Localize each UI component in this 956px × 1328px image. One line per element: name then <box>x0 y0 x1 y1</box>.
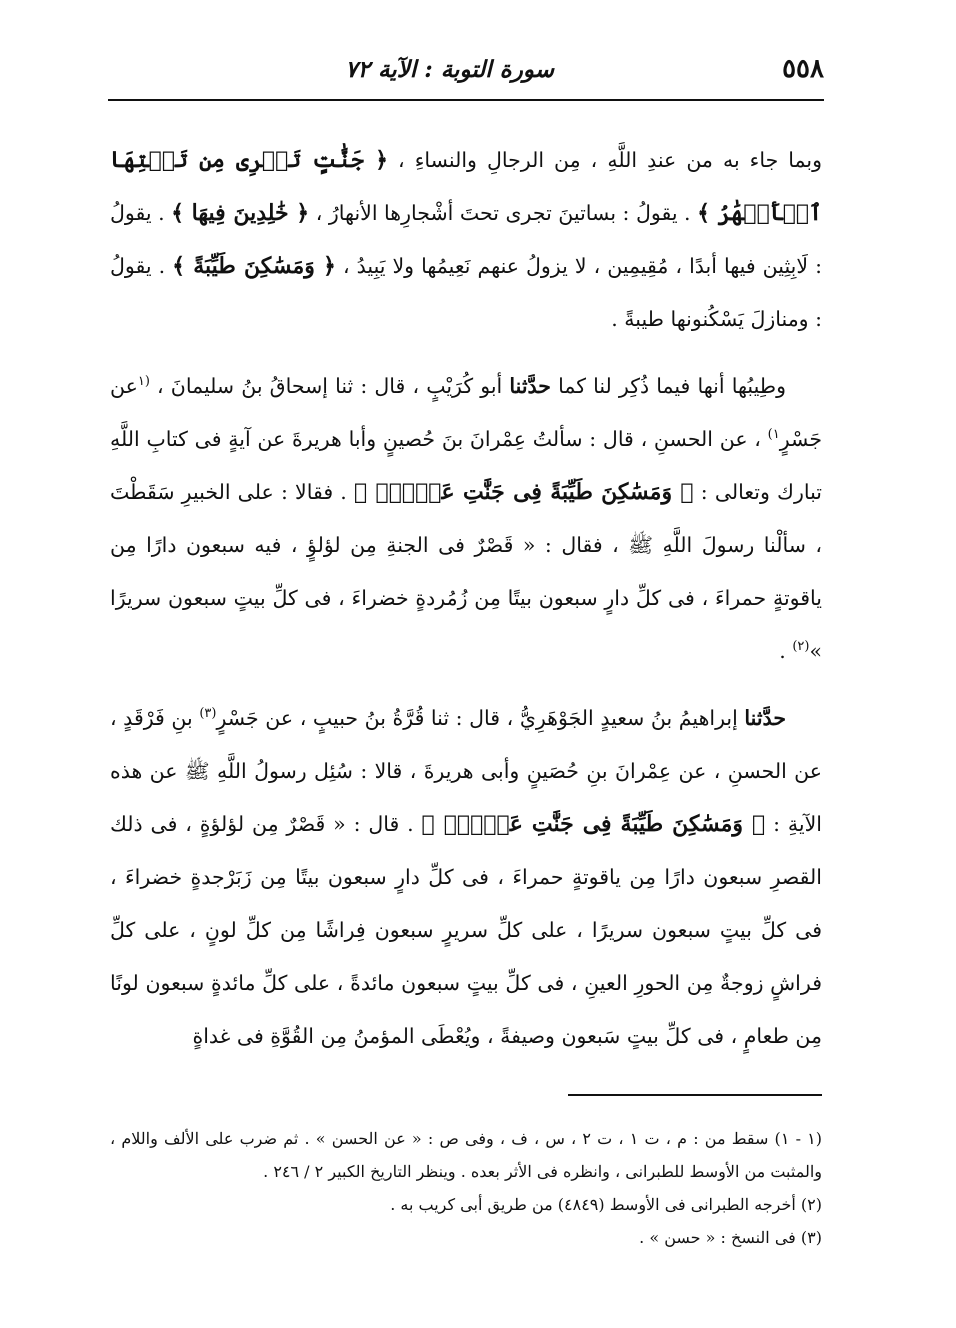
footnote-2: (٢) أخرجه الطبرانى فى الأوسط (٤٨٤٩) من طريق أبى كريب به . <box>390 1195 822 1214</box>
hadith-keyword: حدَّثنا <box>509 374 551 398</box>
footnote-rule <box>568 1094 822 1096</box>
quran-verse: ﴿ جَنَّٰتٍ تَجۡرِى مِن تَحۡتِهَا ٱلۡأَنۡهَٰرُ ﴾ <box>110 147 823 226</box>
text-run: . فقالا : على الخبيرِ سَقَطْتَ ، سألْنا رسولَ اللَّهِ ﷺ ، فقال : « قَصْرٌ فى الجنةِ مِن لؤلؤٍ ، فيه سبعون دارًا مِن ياقوتةٍ حمراءَ ، فى كلِّ دارٍ سبعون بيتًا مِن زُمُردةٍ خضراءَ ، فى كلِّ بيتٍ سبعون سريرًا » <box>110 480 822 663</box>
text-run: أبو كُرَيْبٍ ، قال : ثنا إسحاقُ بنُ سليمانَ ، <box>149 374 510 398</box>
text-run: ، عن الحسنِ ، قال : سألتُ عِمْرانَ بنَ حُصينٍ وأبا هريرةَ عن آيةٍ فى كتابِ اللَّهِ تبارك وتعالى : <box>110 427 822 504</box>
header-rule <box>108 99 824 101</box>
page-header <box>108 52 824 92</box>
quran-verse: ﴿ خَٰلِدِينَ فِيهَا ﴾ <box>171 200 310 226</box>
text-run: . يقولُ : بساتينَ تجرى تحتَ أشْجارِها الأنهارُ ، <box>309 201 698 225</box>
paragraph <box>110 360 822 678</box>
running-title: سورة التوبة : الآية ٧٢ <box>345 56 554 83</box>
text-run: . يقولُ : ومنازلَ يَسْكُنونها طيبةً . <box>110 254 822 331</box>
text-run: وبما جاء به من عندِ اللَّهِ ، مِن الرجالِ والنساءِ ، <box>388 148 822 172</box>
hadith-keyword: حدَّثنا <box>744 706 786 730</box>
footnote-3: (٣) فى النسخ : « حسن » . <box>639 1228 822 1247</box>
text-run: . <box>779 639 793 663</box>
text-run: . يقولُ : لَابِثِين فيها أبدًا ، مُقِيمِين ، لا يزولُ عنهم نَعِيمُها ولا يَبِيدُ ، <box>110 201 822 278</box>
page-number: ٥٥٨ <box>782 54 824 84</box>
footnote-ref: (١ <box>137 374 150 390</box>
text-run: . قال : « قَصْرٌ مِن لؤلؤةٍ ، فى ذلك القصرِ سبعون دارًا مِن ياقوتةٍ حمراءَ ، فى كلِّ دارٍ سبعون بيتًا مِن زَبَرْجدةٍ خضراءَ ، فى كلِّ بيتٍ سبعون سريرًا ، على كلِّ سريرٍ سبعون فِراشًا مِن كلِّ لونٍ ، على كلِّ فراشٍ زوجةٌ مِن الحورِ العينِ ، فى كلِّ بيتٍ سبعون مائدةً ، على كلِّ مائدةٍ سبعون لونًا مِن طعامٍ ، فى كلِّ بيتٍ سَبعون وصيفةً ، ويُعْطَى المؤمنُ مِن القُوَّةِ فى غداةٍ <box>110 812 822 1048</box>
paragraph <box>110 134 822 346</box>
footnote-ref: ١) <box>767 427 780 443</box>
quran-verse: ﴿ وَمَسَٰكِنَ طَيِّبَةً فِى جَنَّٰتِ عَدۡنٍۚ ﴾ <box>421 811 766 837</box>
footnote-ref: (٣) <box>199 706 217 722</box>
footnote-1: (١ - ١) سقط من : م ، ت ١ ، ت ٢ ، س ، ف ، وفى ص : « عن الحسن » . ثم ضرب على الألف واللام ، والمثبت من الأوسط للطبرانى ، وانظره فى الأثر بعده . وينظر التاريخ الكبير ٢ / ٢٤٦ . <box>110 1129 823 1181</box>
paragraph <box>110 692 822 1063</box>
text-run: وطِيبُها أنها فيما ذُكِر لنا كما <box>550 374 787 398</box>
text-run: إبراهيمُ بنُ سعيدٍ الجَوْهَرِيُّ ، قال : ثنا قُرَّةُ بنُ حبيبٍ ، عن جَسْرٍ <box>216 706 745 730</box>
main-text <box>110 134 822 1077</box>
quran-verse: ﴿ وَمَسَٰكِنَ طَيِّبَةً ﴾ <box>172 253 336 279</box>
footnotes <box>110 1122 822 1254</box>
text-run: بنِ فَرْقَدٍ ، عن الحسنِ ، عن عِمْرانَ بنِ حُصَينٍ وأبى هريرةَ ، قالا : سُئِل رسولُ اللَّهِ ﷺ عن هذه الآيةِ : <box>110 706 822 836</box>
footnote-ref: (٢) <box>792 639 810 655</box>
text-run: عن جَسْرٍ <box>110 374 822 451</box>
quran-verse: ﴿ وَمَسَٰكِنَ طَيِّبَةً فِى جَنَّٰتِ عَدۡنٍۚ ﴾ <box>353 479 694 505</box>
